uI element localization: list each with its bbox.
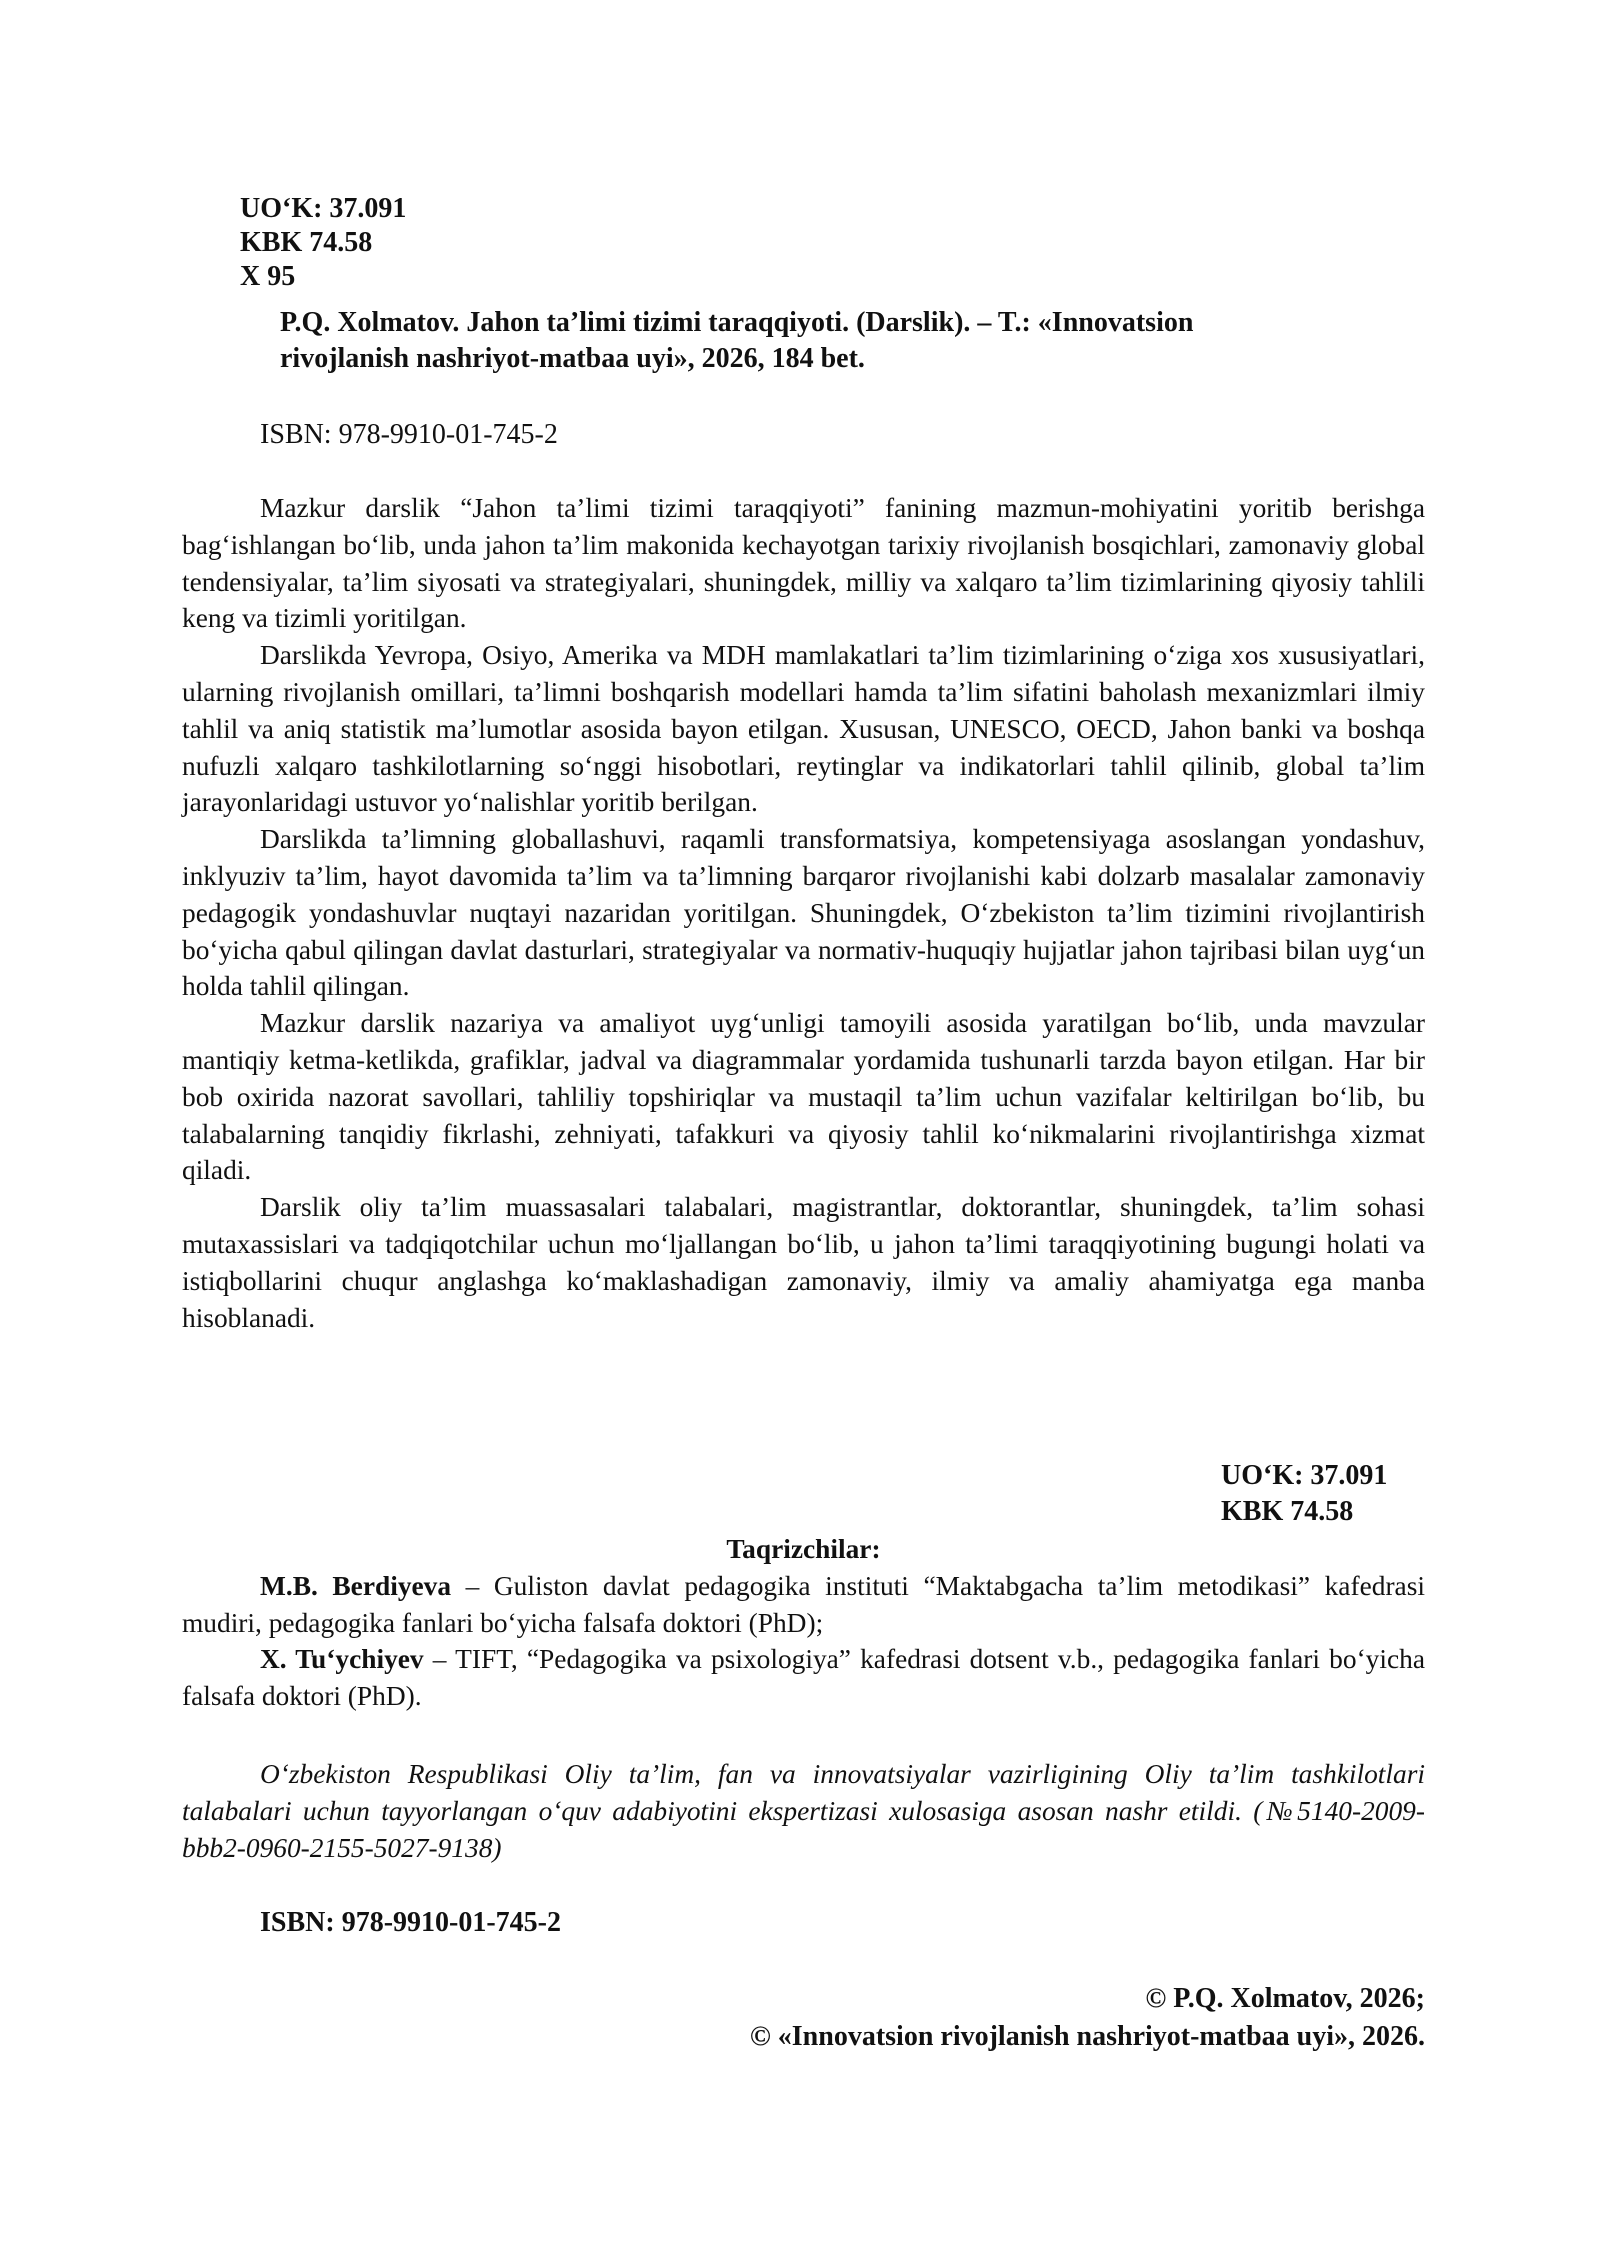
abstract-paragraph: Darslik oliy ta’lim muassasalari talabalari, magistrantlar, doktorantlar, shuningdek, ta’lim sohasi mutaxassislari va tadqiqotchilar uchun mo‘ljallangan bo‘lib, u jahon ta’limi taraqqiyotining bugungi holati va istiqbollarini chuqur anglashga ko‘maklashadigan zamonaviy, ilmiy va amaliy ahamiyatga ega manba hisoblanadi. xyxy=(182,1192,1425,1333)
isbn-bottom: ISBN: 978-9910-01-745-2 xyxy=(260,1907,561,1938)
reviewer-name: X. Tu‘ychiyev xyxy=(260,1644,424,1675)
classification-codes xyxy=(240,192,406,294)
abstract xyxy=(182,490,1425,1336)
citation-line-2: rivojlanish nashriyot-matbaa uyi», 2026, 184 bet. xyxy=(280,343,865,374)
abstract-paragraph: Darslikda ta’limning globallashuvi, raqamli transformatsiya, kompetensiyaga asoslangan yondashuv, inklyuziv ta’lim, hayot davomida ta’lim va ta’limning barqaror rivojlanishi kabi dolzarb masalalar zamonaviy pedagogik yondashuvlar nuqtayi nazaridan yoritilgan. Shuningdek, O‘zbekiston ta’lim tizimini rivojlantirish bo‘yicha qabul qilingan davlat dasturlari, strategiyalar va normativ-huquqiy hujjatlar jahon tajribasi bilan uyg‘un holda tahlil qilingan. xyxy=(182,824,1425,1002)
abstract-paragraph: Darslikda Yevropa, Osiyo, Amerika va MDH mamlakatlari ta’lim tizimlarining o‘ziga xos xususiyatlari, ularning rivojlanish omillari, ta’limni boshqarish modellari hamda ta’lim sifatini baholash mexanizmlari ilmiy tahlil va aniq statistik ma’lumotlar asosida bayon etilgan. Xususan, UNESCO, OECD, Jahon banki va boshqa nufuzli xalqaro tashkilotlarning so‘nggi hisobotlari, reytinglar va indikatorlari tahlil qilinib, global ta’lim jarayonlaridagi ustuvor yo‘nalishlar yoritib berilgan. xyxy=(182,640,1425,818)
author-mark: X 95 xyxy=(240,261,296,292)
abstract-paragraph: Mazkur darslik nazariya va amaliyot uyg‘unligi tamoyili asosida yaratilgan bo‘lib, unda mavzular mantiqiy ketma-ketlikda, grafiklar, jadval va diagrammalar yordamida tushunarli tarzda bayon etilgan. Har bir bob oxirida nazorat savollari, tahliliy topshiriqlar va mustaqil ta’lim uchun vazifalar keltirilgan bo‘lib, bu talabalarning tanqidiy fikrlashi, zehniyati, tafakkuri va qiyosiy tahlil ko‘nikmalarini rivojlantirishga xizmat qiladi. xyxy=(182,1008,1425,1186)
copyright-publisher: © «Innovatsion rivojlanish nashriyot-matbaa uyi», 2026. xyxy=(749,2021,1425,2052)
reviewers-section xyxy=(182,1531,1425,1715)
classification-codes-right xyxy=(1221,1458,1387,1530)
approval-text: O‘zbekiston Respublikasi Oliy ta’lim, fan va innovatsiyalar vazirligining Oliy ta’lim tashkilotlari talabalari uchun tayyorlangan o‘quv adabiyotini ekspertizasi xulosasiga asosan nashr etildi. (№5140-2009-bbb2-0960-2155-5027-9138) xyxy=(182,1759,1425,1863)
bbk-code: KBK 74.58 xyxy=(240,227,373,258)
citation-line-1: P.Q. Xolmatov. Jahon ta’limi tizimi taraqqiyoti. (Darslik). – T.: «Innovatsion xyxy=(280,307,1194,338)
isbn-top: ISBN: 978-9910-01-745-2 xyxy=(260,419,558,450)
reviewers-heading: Taqrizchilar: xyxy=(726,1534,881,1564)
reviewer-details: – Guliston davlat pedagogika instituti “Maktabgacha ta’lim metodikasi” kafedrasi mudiri, pedagogika fanlari bo‘yicha falsafa doktori (PhD); xyxy=(182,1570,1425,1638)
reviewer-entry xyxy=(182,1641,1425,1715)
reviewer-entry xyxy=(182,1568,1425,1642)
copyright-author: © P.Q. Xolmatov, 2026; xyxy=(1145,1983,1425,2014)
abstract-paragraph: Mazkur darslik “Jahon ta’limi tizimi taraqqiyoti” fanining mazmun-mohiyatini yoritib berishga bag‘ishlangan bo‘lib, unda jahon ta’lim makonida kechayotgan tarixiy rivojlanish bosqichlari, zamonaviy global tendensiyalar, ta’lim siyosati va strategiyalari, shuningdek, milliy va xalqaro ta’lim tizimlarining qiyosiy tahlili keng va tizimli yoritilgan. xyxy=(182,493,1425,634)
approval-note xyxy=(182,1756,1425,1866)
reviewer-details: – TIFT, “Pedagogika va psixologiya” kafedrasi dotsent v.b., pedagogika fanlari bo‘yicha falsafa doktori (PhD). xyxy=(182,1644,1426,1712)
bbk-code-right: KBK 74.58 xyxy=(1221,1496,1354,1527)
reviewer-name: M.B. Berdiyeva xyxy=(260,1570,452,1601)
bibliographic-citation xyxy=(280,305,1425,377)
udc-code: UO‘K: 37.091 xyxy=(240,193,407,224)
udc-code-right: UO‘K: 37.091 xyxy=(1221,1460,1388,1491)
copyright-block xyxy=(750,1980,1425,2056)
